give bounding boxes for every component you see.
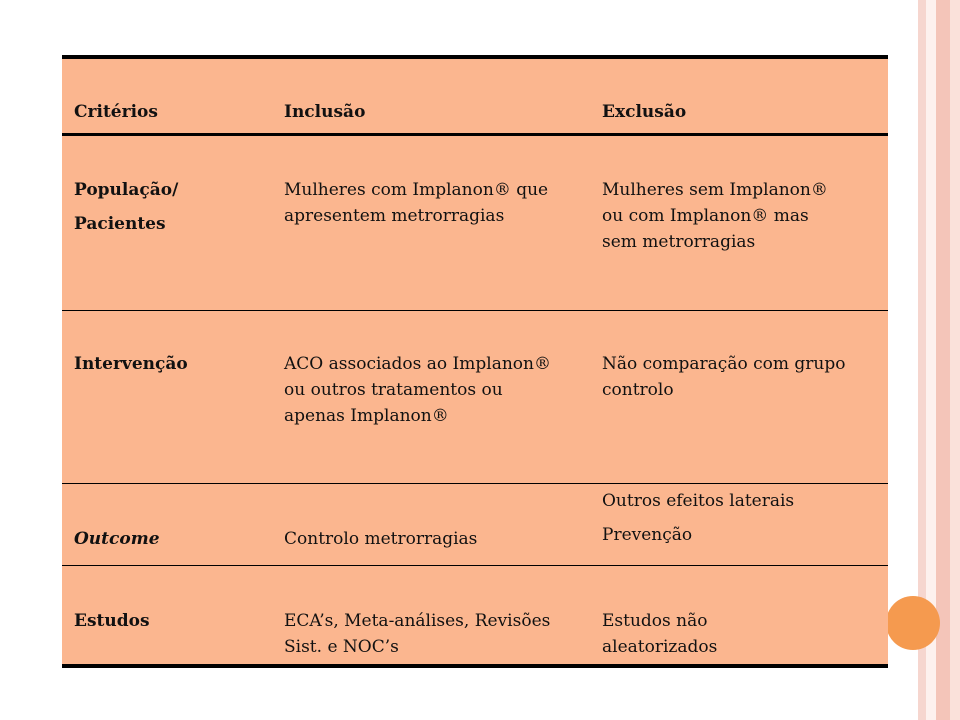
decorative-stripe <box>950 0 960 720</box>
inclusion-cell: ACO associados ao Implanon® ou outros tratamentos ou apenas Implanon® <box>284 354 551 426</box>
header-criterios: Critérios <box>74 102 158 122</box>
header-exclusao: Exclusão <box>602 102 687 122</box>
exclusion-line: Prevenção <box>602 525 693 545</box>
inclusion-cell: Mulheres com Implanon® que apresentem metrorragias <box>284 180 549 226</box>
table-row <box>62 136 888 311</box>
criteria-table <box>62 55 888 668</box>
criterion-cell: Outcome <box>74 529 160 549</box>
inclusion-cell: Controlo metrorragias <box>284 529 478 549</box>
decorative-circle <box>886 596 940 650</box>
criterion-cell: Estudos <box>74 611 150 631</box>
table-row <box>62 566 888 668</box>
criterion-line: Pacientes <box>74 214 166 234</box>
inclusion-cell: ECA’s, Meta-análises, Revisões Sist. e NOC’s <box>284 611 551 657</box>
decorative-stripe <box>936 0 950 720</box>
exclusion-cell: Não comparação com grupo controlo <box>602 354 846 400</box>
exclusion-cell: Estudos não aleatorizados <box>602 611 718 657</box>
exclusion-line: Outros efeitos laterais <box>602 491 795 511</box>
criterion-cell <box>74 173 274 241</box>
criterion-line: População/ <box>74 180 179 200</box>
criterion-cell: Intervenção <box>74 354 188 374</box>
exclusion-cell: Mulheres sem Implanon® ou com Implanon® mas sem metrorragias <box>602 180 828 252</box>
header-inclusao: Inclusão <box>284 102 366 122</box>
table-row <box>62 311 888 484</box>
exclusion-cell <box>602 484 882 552</box>
table-row <box>62 484 888 566</box>
table-header-row <box>62 59 888 136</box>
